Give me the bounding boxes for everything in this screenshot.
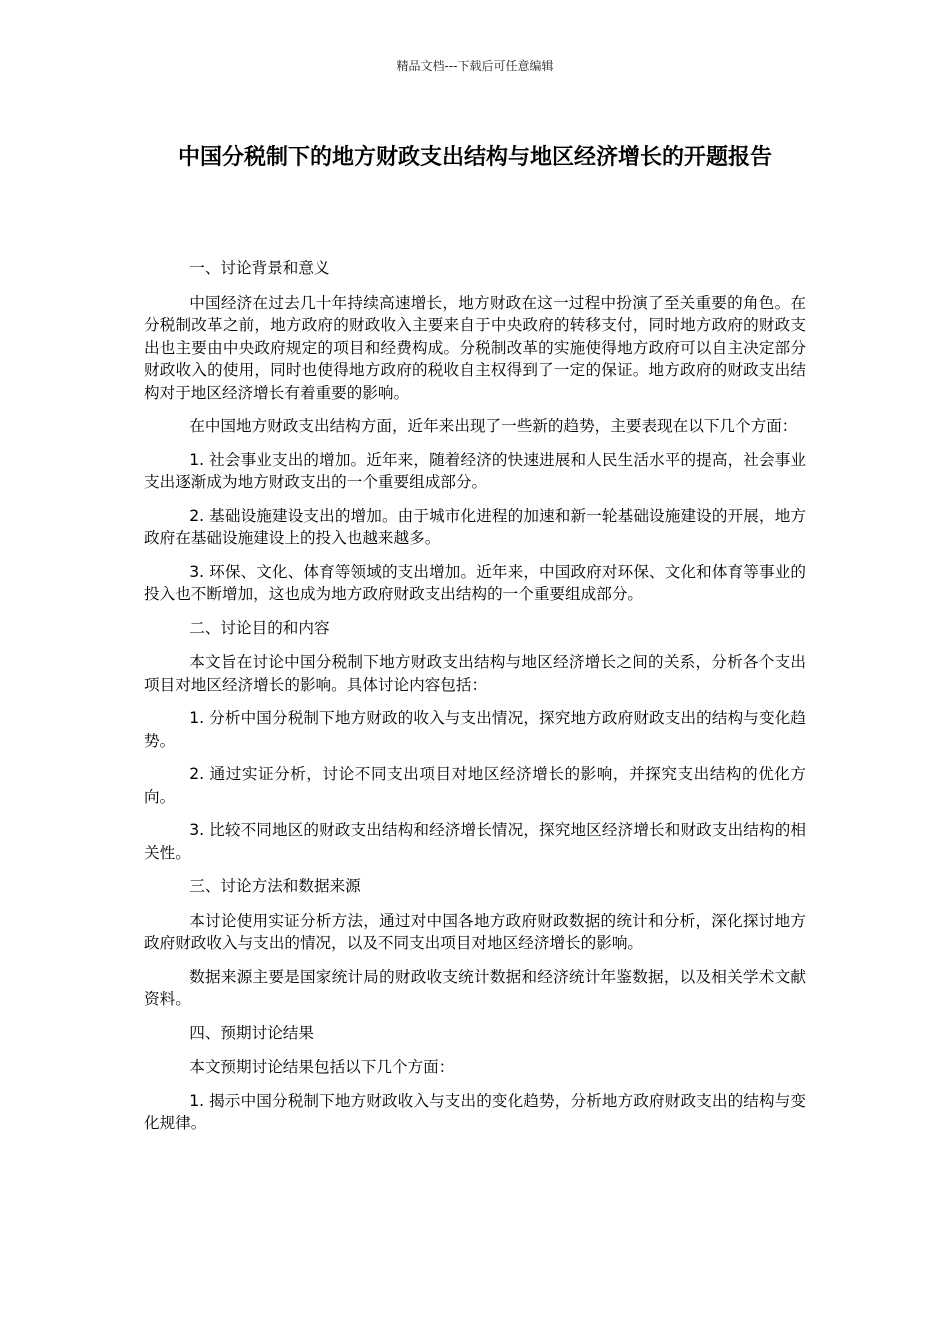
header-note: 精品文档---下载后可任意编辑: [396, 59, 554, 73]
list-item: 2. 通过实证分析，讨论不同支出项目对地区经济增长的影响，并探究支出结构的优化方向。: [144, 765, 806, 806]
list-item: 3. 环保、文化、体育等领域的支出增加。近年来，中国政府对环保、文化和体育等事业的投入也不断增加，这也成为地方政府财政支出结构的一个重要组成部分。: [144, 562, 806, 603]
document-title: 中国分税制下的地方财政支出结构与地区经济增长的开题报告: [177, 145, 772, 170]
paragraph: 在中国地方财政支出结构方面，近年来出现了一些新的趋势，主要表现在以下几个方面：: [189, 417, 798, 435]
section-heading-background: 一、讨论背景和意义: [189, 259, 330, 277]
paragraph: 数据来源主要是国家统计局的财政收支统计数据和经济统计年鉴数据，以及相关学术文献资料。: [144, 967, 806, 1008]
list-item: 1. 社会事业支出的增加。近年来，随着经济的快速进展和人民生活水平的提高，社会事业支出逐渐成为地方财政支出的一个重要组成部分。: [144, 450, 806, 491]
paragraph: 本文预期讨论结果包括以下几个方面：: [189, 1058, 455, 1076]
document-body: [144, 257, 806, 1146]
list-item: 1. 揭示中国分税制下地方财政收入与支出的变化趋势，分析地方政府财政支出的结构与变化规律。: [144, 1091, 806, 1132]
paragraph: 本讨论使用实证分析方法，通过对中国各地方政府财政数据的统计和分析，深化探讨地方政府财政收入与支出的情况，以及不同支出项目对地区经济增长的影响。: [144, 911, 806, 952]
section-heading-expected-results: 四、预期讨论结果: [189, 1023, 314, 1042]
list-item: 3. 比较不同地区的财政支出结构和经济增长情况，探究地区经济增长和财政支出结构的相关性。: [144, 821, 806, 862]
section-heading-purpose: 二、讨论目的和内容: [189, 618, 330, 637]
list-item: 2. 基础设施建设支出的增加。由于城市化进程的加速和新一轮基础设施建设的开展，地方政府在基础设施建设上的投入也越来越多。: [144, 506, 806, 547]
section-heading-methods: 三、讨论方法和数据来源: [189, 877, 361, 895]
paragraph: 本文旨在讨论中国分税制下地方财政支出结构与地区经济增长之间的关系，分析各个支出项目对地区经济增长的影响。具体讨论内容包括：: [144, 653, 806, 694]
paragraph: 中国经济在过去几十年持续高速增长，地方财政在这一过程中扮演了至关重要的角色。在分税制改革之前，地方政府的财政收入主要来自于中央政府的转移支付，同时地方政府的财政支出也主要由中央政府规定的项目和经费构成。分税制改革的实施使得地方政府可以自主决定部分财政收入的使用，同时也使得地方政府的税收自主权得到了一定的保证。地方政府的财政支出结构对于地区经济增长有着重要的影响。: [144, 293, 806, 402]
list-item: 1. 分析中国分税制下地方财政的收入与支出情况，探究地方政府财政支出的结构与变化趋势。: [144, 709, 806, 750]
